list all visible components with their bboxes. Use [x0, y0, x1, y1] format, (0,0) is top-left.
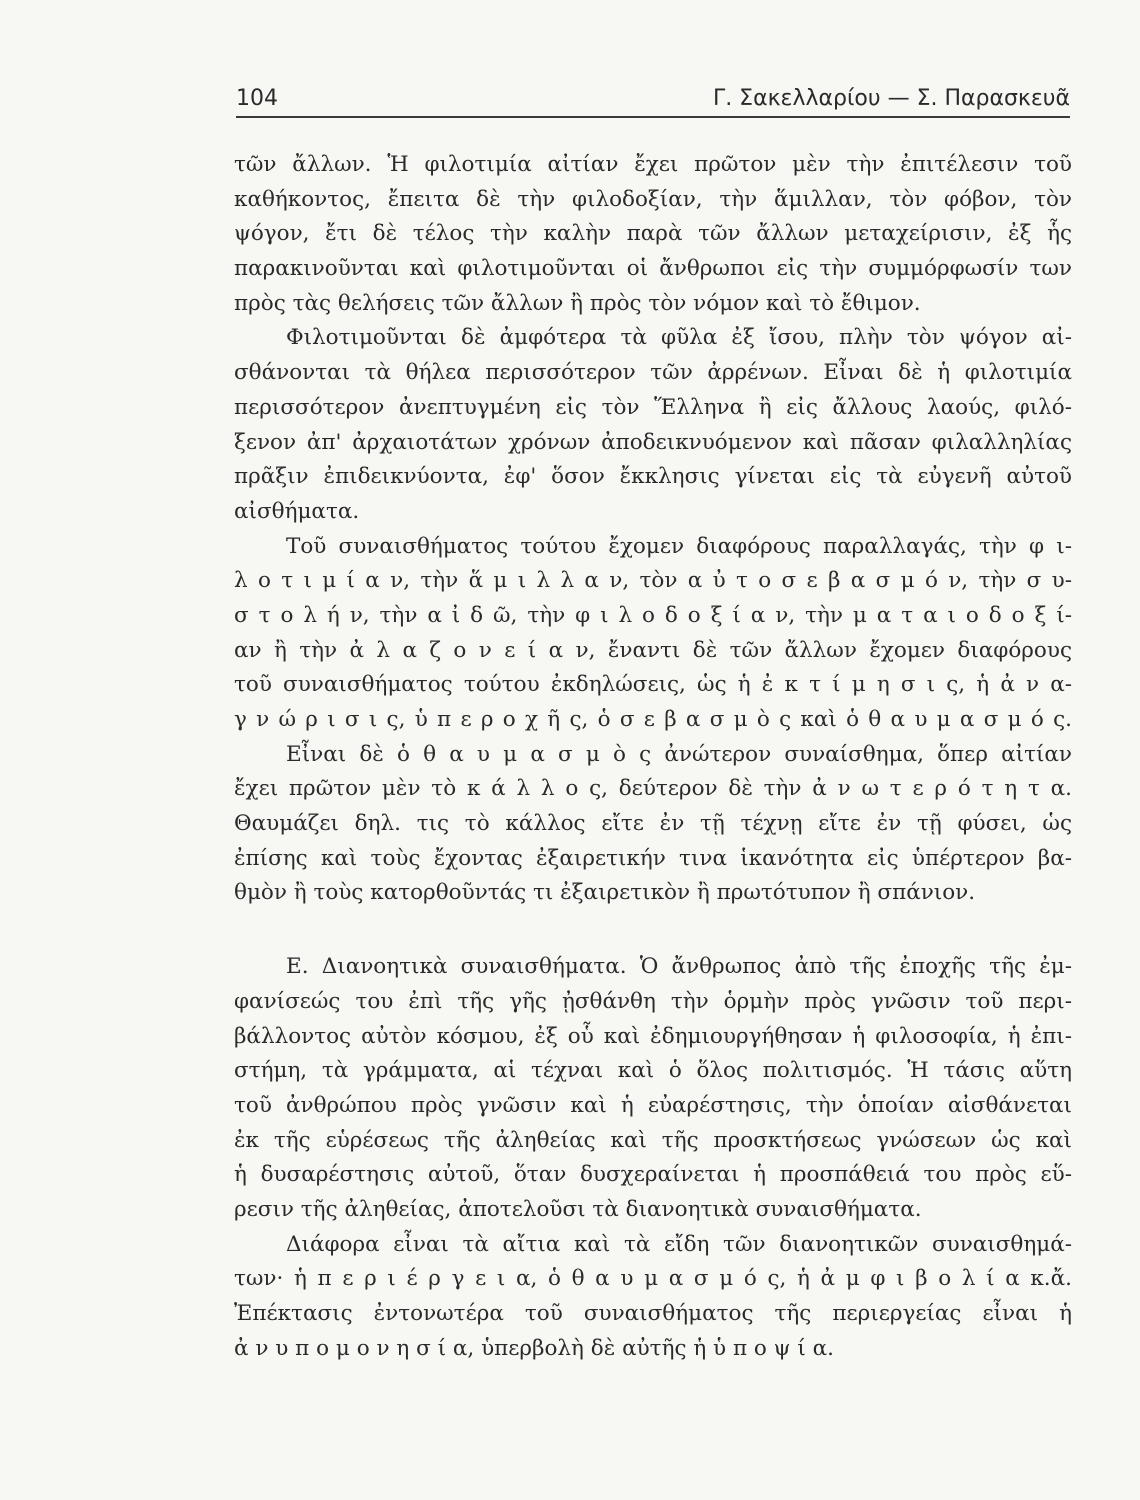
text-line: περισσότερον ἀνεπτυγμένη εἰς τὸν Ἕλληνα ἢ εἰς ἄλλους λαούς, φιλό-: [234, 394, 1072, 420]
text-line: Τοῦ συναισθήματος τούτου ἔχομεν διαφόρους παραλλαγάς, τὴν φ ι-: [286, 533, 1072, 559]
text-line: αν ἢ τὴν ἀ λ α ζ ο ν ε ί α ν, ἔναντι δὲ τῶν ἄλλων ἔχομεν διαφόρους: [234, 637, 1072, 663]
paragraph: [234, 738, 1072, 911]
text-line: ἐπίσης καὶ τοὺς ἔχοντας ἐξαιρετικήν τινα ἱκανότητα εἰς ὑπέρτερον βα-: [234, 845, 1072, 871]
text-line: ψόγον, ἔτι δὲ τέλος τὴν καλὴν παρὰ τῶν ἄλλων μεταχείρισιν, ἐξ ἧς: [234, 221, 1072, 247]
text-line: λ ο τ ι μ ί α ν, τὴν ἅ μ ι λ λ α ν, τὸν α ὐ τ ο σ ε β α σ μ ό ν, τὴν σ υ-: [234, 568, 1072, 594]
text-line: Εἶναι δὲ ὁ θ α υ μ α σ μ ὸ ς ἀνώτερον συναίσθημα, ὅπερ αἰτίαν: [286, 741, 1072, 767]
text-line: βάλλοντος αὐτὸν κόσμου, ἐξ οὗ καὶ ἐδημιουργήθησαν ἡ φιλοσοφία, ἡ ἐπι-: [234, 1023, 1072, 1049]
text-line: των· ἡ π ε ρ ι έ ρ γ ε ι α, ὁ θ α υ μ α σ μ ό ς, ἡ ἀ μ φ ι β ο λ ί α κ.ἄ.: [234, 1266, 1072, 1292]
text-line: στήμη, τὰ γράμματα, αἱ τέχναι καὶ ὁ ὅλος πολιτισμός. Ἡ τάσις αὕτη: [234, 1058, 1072, 1084]
text-line: Φιλοτιμοῦνται δὲ ἀμφότερα τὰ φῦλα ἐξ ἴσου, πλὴν τὸν ψόγον αἰ-: [286, 325, 1072, 351]
section-gap: [234, 911, 1072, 950]
paragraph: [234, 321, 1072, 529]
text-line: ἡ δυσαρέστησις αὐτοῦ, ὅταν δυσχεραίνεται ἡ προσπάθειά του πρὸς εὕ-: [234, 1162, 1072, 1188]
text-line: ἔχει πρῶτον μὲν τὸ κ ά λ λ ο ς, δεύτερον δὲ τὴν ἀ ν ω τ ε ρ ό τ η τ α.: [234, 776, 1072, 802]
text-line: Ε. Διανοητικὰ συναισθήματα. Ὁ ἄνθρωπος ἀπὸ τῆς ἐποχῆς τῆς ἐμ-: [286, 954, 1072, 980]
text-line: Ἐπέκτασις ἐντονωτέρα τοῦ συναισθήματος τῆς περιεργείας εἶναι ἡ: [234, 1301, 1072, 1326]
text-line: πρὸς τὰς θελήσεις τῶν ἄλλων ἢ πρὸς τὸν νόμον καὶ τὸ ἔθιμον.: [234, 290, 921, 316]
text-line: γ ν ώ ρ ι σ ι ς, ὑ π ε ρ ο χ ῆ ς, ὁ σ ε β α σ μ ὸ ς καὶ ὁ θ α υ μ α σ μ ό ς.: [234, 707, 1072, 732]
text-line: τοῦ ἀνθρώπου πρὸς γνῶσιν καὶ ἡ εὐαρέστησις, τὴν ὁποίαν αἰσθάνεται: [234, 1092, 1072, 1118]
text-line: παρακινοῦνται καὶ φιλοτιμοῦνται οἱ ἄνθρωποι εἰς τὴν συμμόρφωσίν των: [234, 256, 1072, 282]
text-line: φανίσεώς του ἐπὶ τῆς γῆς ᾐσθάνθη τὴν ὁρμὴν πρὸς γνῶσιν τοῦ περι-: [234, 988, 1072, 1014]
paragraph: [234, 530, 1072, 738]
paragraph: [234, 148, 1072, 321]
text-line: καθήκοντος, ἔπειτα δὲ τὴν φιλοδοξίαν, τὴν ἅμιλλαν, τὸν φόβον, τὸν: [234, 186, 1072, 212]
text-line: πρᾶξιν ἐπιδεικνύοντα, ἐφ' ὅσον ἔκκλησις γίνεται εἰς τὰ εὐγενῆ αὐτοῦ: [234, 464, 1072, 490]
text-line: ξενον ἀπ' ἀρχαιοτάτων χρόνων ἀποδεικνυόμενον καὶ πᾶσαν φιλαλληλίας: [234, 429, 1072, 455]
text-line: σθάνονται τὰ θήλεα περισσότερον τῶν ἀρρένων. Εἶναι δὲ ἡ φιλοτιμία: [234, 360, 1072, 386]
running-head: Γ. Σακελλαρίου — Σ. Παρασκευᾶ: [712, 86, 1070, 111]
paragraph: [234, 1228, 1072, 1367]
text-line: ρεσιν τῆς ἀληθείας, ἀποτελοῦσι τὰ διανοητικὰ συναισθήματα.: [234, 1196, 922, 1222]
page-header: [236, 78, 1070, 118]
text-body: [234, 148, 1072, 1366]
text-line: Διάφορα εἶναι τὰ αἴτια καὶ τὰ εἴδη τῶν διανοητικῶν συναισθημά-: [286, 1231, 1072, 1257]
paragraph: [234, 950, 1072, 1228]
text-line: ἐκ τῆς εὑρέσεως τῆς ἀληθείας καὶ τῆς προσκτήσεως γνώσεων ὡς καὶ: [234, 1127, 1072, 1153]
text-line: τοῦ συναισθήματος τούτου ἐκδηλώσεις, ὡς ἡ ἐ κ τ ί μ η σ ι ς, ἡ ἀ ν α-: [234, 672, 1072, 698]
text-line: τῶν ἄλλων. Ἡ φιλοτιμία αἰτίαν ἔχει πρῶτον μὲν τὴν ἐπιτέλεσιν τοῦ: [234, 152, 1072, 177]
page-number: 104: [236, 86, 278, 111]
text-line: θμὸν ἢ τοὺς κατορθοῦντάς τι ἐξαιρετικὸν ἢ πρωτότυπον ἢ σπάνιον.: [234, 880, 976, 906]
text-line: ἀ ν υ π ο μ ο ν η σ ί α, ὑπερβολὴ δὲ αὐτῆς ἡ ὑ π ο ψ ί α.: [234, 1335, 834, 1361]
text-line: Θαυμάζει δηλ. τις τὸ κάλλος εἴτε ἐν τῇ τέχνῃ εἴτε ἐν τῇ φύσει, ὡς: [234, 811, 1072, 837]
text-line: αἰσθήματα.: [234, 498, 360, 524]
text-line: σ τ ο λ ή ν, τὴν α ἰ δ ῶ, τὴν φ ι λ ο δ ο ξ ί α ν, τὴν μ α τ α ι ο δ ο ξ ί-: [234, 602, 1072, 628]
